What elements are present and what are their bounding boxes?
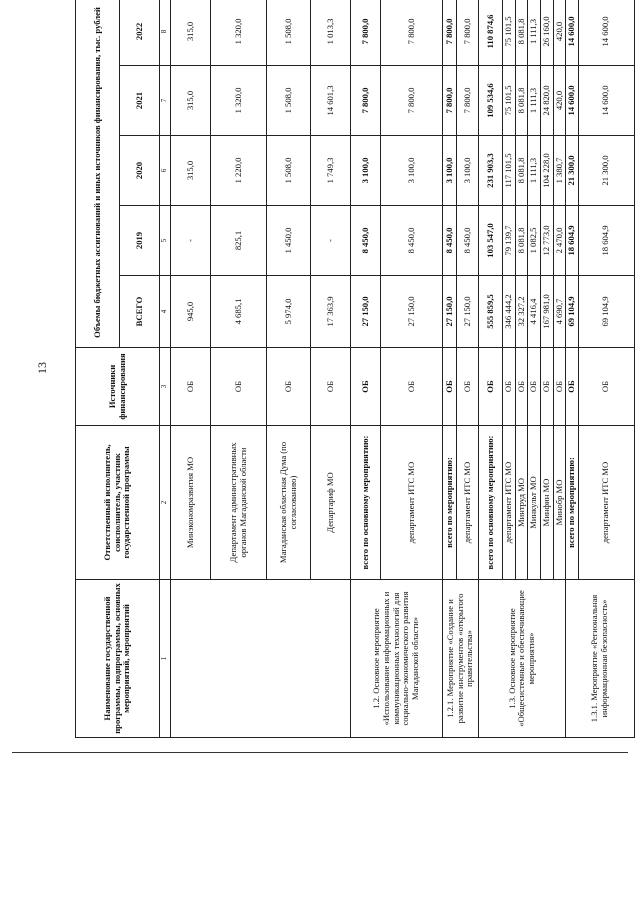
row-2020: 21 300,0 — [566, 136, 579, 206]
index-6: 6 — [160, 136, 171, 206]
row-total: 27 150,0 — [351, 276, 381, 348]
row-total: 27 150,0 — [457, 276, 479, 348]
row-executor: всего по мероприятию: — [443, 426, 457, 580]
row-2019: 18 604,9 — [578, 206, 634, 276]
row-source: ОБ — [351, 348, 381, 426]
row-2019: 18 604,9 — [566, 206, 579, 276]
row-executor: Минтруд МО — [515, 426, 528, 580]
row-2021: 7 800,0 — [351, 66, 381, 136]
row-total: 346 444,2 — [503, 276, 516, 348]
rotated-table-page — [35, 0, 625, 738]
row-total: 4 685,1 — [211, 276, 267, 348]
row-executor: Минкульт МО — [528, 426, 541, 580]
row-2019: 8 081,8 — [515, 206, 528, 276]
row-2022: 7 800,0 — [351, 0, 381, 66]
header-year-2020: 2020 — [120, 136, 160, 206]
row-2022: 1 111,3 — [528, 0, 541, 66]
row-2022: 420,0 — [553, 0, 566, 66]
row-name: 1.3.1. Мероприятие «Региональная информационная безопасность» — [566, 580, 635, 738]
row-2020: 104 228,0 — [540, 136, 553, 206]
page-divider-line — [12, 752, 628, 753]
row-total: 32 327,2 — [515, 276, 528, 348]
row-2019: 103 547,0 — [479, 206, 503, 276]
header-year-2022: 2022 — [120, 0, 160, 66]
row-total: 5 974,0 — [267, 276, 311, 348]
row-source: ОБ — [515, 348, 528, 426]
row-2021: 75 101,5 — [503, 66, 516, 136]
row-2022: 315,0 — [171, 0, 211, 66]
row-2019: 825,1 — [211, 206, 267, 276]
page-number: 13 — [35, 362, 49, 374]
row-2020: 1 380,7 — [553, 136, 566, 206]
index-1: 1 — [160, 580, 171, 738]
row-executor: всего по мероприятию: — [566, 426, 579, 580]
row-executor: департамент ИТС МО — [457, 426, 479, 580]
row-2019: - — [311, 206, 351, 276]
row-2022: 1 320,0 — [211, 0, 267, 66]
row-2021: 14 601,3 — [311, 66, 351, 136]
index-5: 5 — [160, 206, 171, 276]
table-row — [479, 0, 503, 738]
table-row — [351, 0, 381, 738]
row-2019: 2 470,0 — [553, 206, 566, 276]
index-7: 7 — [160, 66, 171, 136]
header-source: Источники финансирования — [76, 348, 160, 426]
row-2021: 1 111,3 — [528, 66, 541, 136]
row-source: ОБ — [528, 348, 541, 426]
row-name: 1.2.1. Мероприятие «Создание и развитие инструментов «открытого правительства» — [443, 580, 479, 738]
row-executor: Департамент административных органов Магаданской области — [211, 426, 267, 580]
row-executor: Минэкономразвития МО — [171, 426, 211, 580]
row-source: ОБ — [540, 348, 553, 426]
row-name: 1.2. Основное мероприятие «Использование информационных и коммуникационных технологий для социально-экономического развития Магаданской области» — [351, 580, 443, 738]
row-2020: 8 081,8 — [515, 136, 528, 206]
header-volumes: Объемы бюджетных ассигнований и иных источников финансирования, тыс. рублей — [76, 0, 120, 348]
row-source: ОБ — [381, 348, 443, 426]
row-2021: 8 081,8 — [515, 66, 528, 136]
row-2019: - — [171, 206, 211, 276]
row-source: ОБ — [479, 348, 503, 426]
row-2022: 7 800,0 — [457, 0, 479, 66]
index-4: 4 — [160, 276, 171, 348]
row-source: ОБ — [503, 348, 516, 426]
row-executor: департамент ИТС МО — [381, 426, 443, 580]
row-2022: 1 508,0 — [267, 0, 311, 66]
header-name: Наименование государственной программы, подпрограммы, основных мероприятий, мероприятий — [76, 580, 160, 738]
row-executor: Департариф МО — [311, 426, 351, 580]
row-2021: 1 508,0 — [267, 66, 311, 136]
row-2020: 3 100,0 — [443, 136, 457, 206]
row-executor: департамент ИТС МО — [578, 426, 634, 580]
row-2020: 3 100,0 — [457, 136, 479, 206]
row-2021: 14 600,0 — [566, 66, 579, 136]
header-total: ВСЕГО — [120, 276, 160, 348]
table-row — [443, 0, 457, 738]
index-3: 3 — [160, 348, 171, 426]
row-2022: 14 600,0 — [566, 0, 579, 66]
row-executor: всего по основному мероприятию: — [479, 426, 503, 580]
row-2019: 8 450,0 — [351, 206, 381, 276]
row-total: 69 104,9 — [578, 276, 634, 348]
row-2022: 1 013,3 — [311, 0, 351, 66]
row-2021: 24 820,0 — [540, 66, 553, 136]
row-2021: 7 800,0 — [457, 66, 479, 136]
row-2020: 3 100,0 — [351, 136, 381, 206]
row-2021: 14 600,0 — [578, 66, 634, 136]
row-executor: Минфин МО — [540, 426, 553, 580]
row-source: ОБ — [171, 348, 211, 426]
row-source: ОБ — [457, 348, 479, 426]
row-2020: 117 101,5 — [503, 136, 516, 206]
row-2019: 8 450,0 — [457, 206, 479, 276]
row-source: ОБ — [267, 348, 311, 426]
row-source: ОБ — [211, 348, 267, 426]
row-2021: 7 800,0 — [381, 66, 443, 136]
row-source: ОБ — [443, 348, 457, 426]
table-row — [566, 0, 579, 738]
row-2019: 12 773,0 — [540, 206, 553, 276]
row-2020: 3 100,0 — [381, 136, 443, 206]
row-executor: Минобр МО — [553, 426, 566, 580]
row-total: 4 416,4 — [528, 276, 541, 348]
row-executor: всего по основному мероприятию: — [351, 426, 381, 580]
row-2022: 26 160,0 — [540, 0, 553, 66]
row-total: 555 859,5 — [479, 276, 503, 348]
header-executor: Ответственный исполнитель, соисполнитель, участник государственной программы — [76, 426, 160, 580]
index-8: 8 — [160, 0, 171, 66]
row-2020: 1 220,0 — [211, 136, 267, 206]
row-2019: 1 450,0 — [267, 206, 311, 276]
row-2021: 109 534,6 — [479, 66, 503, 136]
header-year-2021: 2021 — [120, 66, 160, 136]
row-total: 945,0 — [171, 276, 211, 348]
row-2020: 231 903,3 — [479, 136, 503, 206]
row-2019: 79 139,7 — [503, 206, 516, 276]
row-2020: 1 111,3 — [528, 136, 541, 206]
row-source: ОБ — [553, 348, 566, 426]
row-total: 17 363,9 — [311, 276, 351, 348]
row-total: 167 981,0 — [540, 276, 553, 348]
row-2022: 14 600,0 — [578, 0, 634, 66]
index-2: 2 — [160, 426, 171, 580]
row-2020: 21 300,0 — [578, 136, 634, 206]
row-2021: 315,0 — [171, 66, 211, 136]
row-source: ОБ — [566, 348, 579, 426]
row-total: 27 150,0 — [443, 276, 457, 348]
row-2020: 315,0 — [171, 136, 211, 206]
row-2020: 1 508,0 — [267, 136, 311, 206]
row-source: ОБ — [311, 348, 351, 426]
row-2022: 110 874,6 — [479, 0, 503, 66]
row-executor: Магаданская областная Дума (по согласованию) — [267, 426, 311, 580]
row-total: 69 104,9 — [566, 276, 579, 348]
row-2022: 75 101,5 — [503, 0, 516, 66]
row-source: ОБ — [578, 348, 634, 426]
row-total: 27 150,0 — [381, 276, 443, 348]
row-2019: 8 450,0 — [443, 206, 457, 276]
table-row — [171, 0, 211, 738]
row-2019: 8 450,0 — [381, 206, 443, 276]
row-2021: 1 320,0 — [211, 66, 267, 136]
row-executor: департамент ИТС МО — [503, 426, 516, 580]
row-name: 1.3. Основное мероприятие «Общесистемные и обеспечивающие мероприятия» — [479, 580, 566, 738]
row-2022: 8 081,8 — [515, 0, 528, 66]
row-2022: 7 800,0 — [381, 0, 443, 66]
row-total: 4 690,7 — [553, 276, 566, 348]
header-year-2019: 2019 — [120, 206, 160, 276]
row-2022: 7 800,0 — [443, 0, 457, 66]
row-2021: 420,0 — [553, 66, 566, 136]
row-2020: 1 749,3 — [311, 136, 351, 206]
budget-table — [75, 0, 635, 738]
row-name — [171, 580, 351, 738]
row-2021: 7 800,0 — [443, 66, 457, 136]
row-2019: 1 082,5 — [528, 206, 541, 276]
